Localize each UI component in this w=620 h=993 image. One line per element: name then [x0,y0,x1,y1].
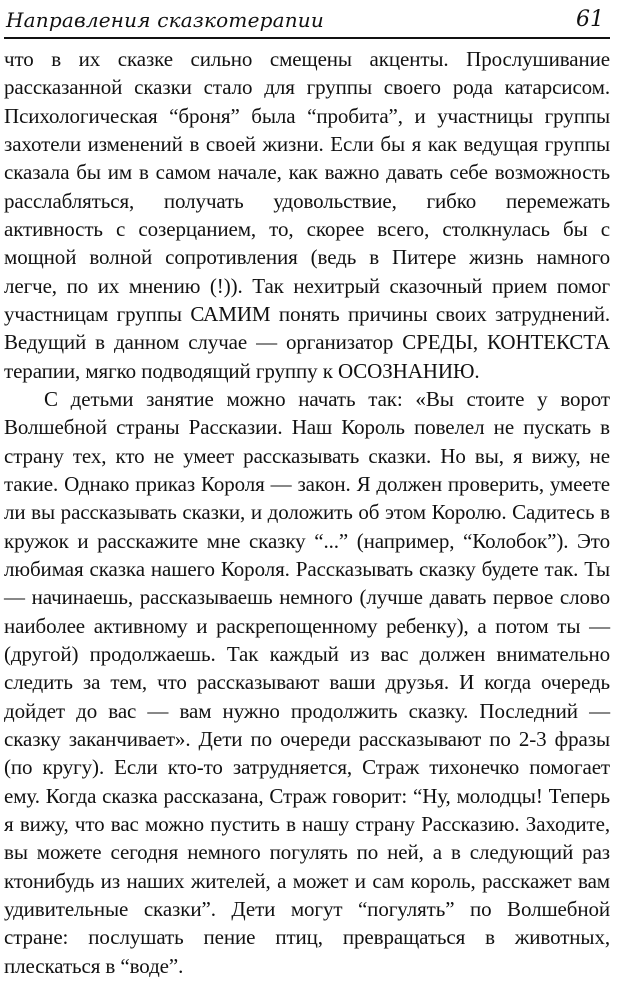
paragraph: что в их сказке сильно смещены акценты. Прослушивание рассказанной сказки стало для группы своего рода катарсисом. Психологическая “броня” была “пробита”, и участницы группы захотели изменений в своей жизни. Если бы я как ведущая группы сказала бы им в самом начале, как важно давать себе возможность расслабляться, получать удовольствие, гибко перемежать активность с созерцанием, то, скорее всего, столкнулась бы с мощной волной сопротивления (ведь в Питере жизнь намного легче, по их мнению (!)). Так нехитрый сказочный прием помог участницам группы САМИМ понять причины своих затруднений. Ведущий в данном случае — организатор СРЕДЫ, КОНТЕКСТА терапии, мягко подводящий группу к ОСОЗНАНИЮ. [4,47,610,383]
body-text [4,45,610,980]
paragraph: С детьми занятие можно начать так: «Вы стоите у ворот Волшебной страны Рассказии. Наш Король повелел не пускать в страну тех, кто не умеет рассказывать сказки. Но вы, я вижу, не такие. Однако приказ Короля — закон. Я должен проверить, умеете ли вы рассказывать сказки, и доложить об этом Королю. Садитесь в кружок и расскажите мне сказку “...” (например, “Колобок”). Это любимая сказка нашего Короля. Рассказывать сказку будете так. Ты — начинаешь, рассказываешь немного (лучше давать первое слово наиболее активному и раскрепощенному ребенку), а потом ты — (другой) продолжаешь. Так каждый из вас должен внимательно следить за тем, что рассказывают ваши друзья. И когда очередь дойдет до вас — вам нужно продолжить сказку. Последний — сказку заканчивает». Дети по очереди рассказывают по 2-3 фразы (по кругу). Если кто-то затрудняется, Страж тихонечко помогает ему. Когда сказка рассказана, Страж говорит: “Ну, молодцы! Теперь я вижу, что вас можно пустить в нашу страну Рассказию. Заходите, вы можете сегодня немного погулять по ней, а в следующий раз ктонибудь из наших жителей, а может и сам король, расскажет вам удивительные сказки”. Дети могут “погулять” по Волшебной стране: послушать пение птиц, превращаться в животных, плескаться в “воде”. [4,386,610,978]
running-head [4,2,610,34]
page-number: 61 [576,7,604,32]
running-head-title: Направления сказкотерапии [6,8,324,32]
header-rule [4,37,610,39]
